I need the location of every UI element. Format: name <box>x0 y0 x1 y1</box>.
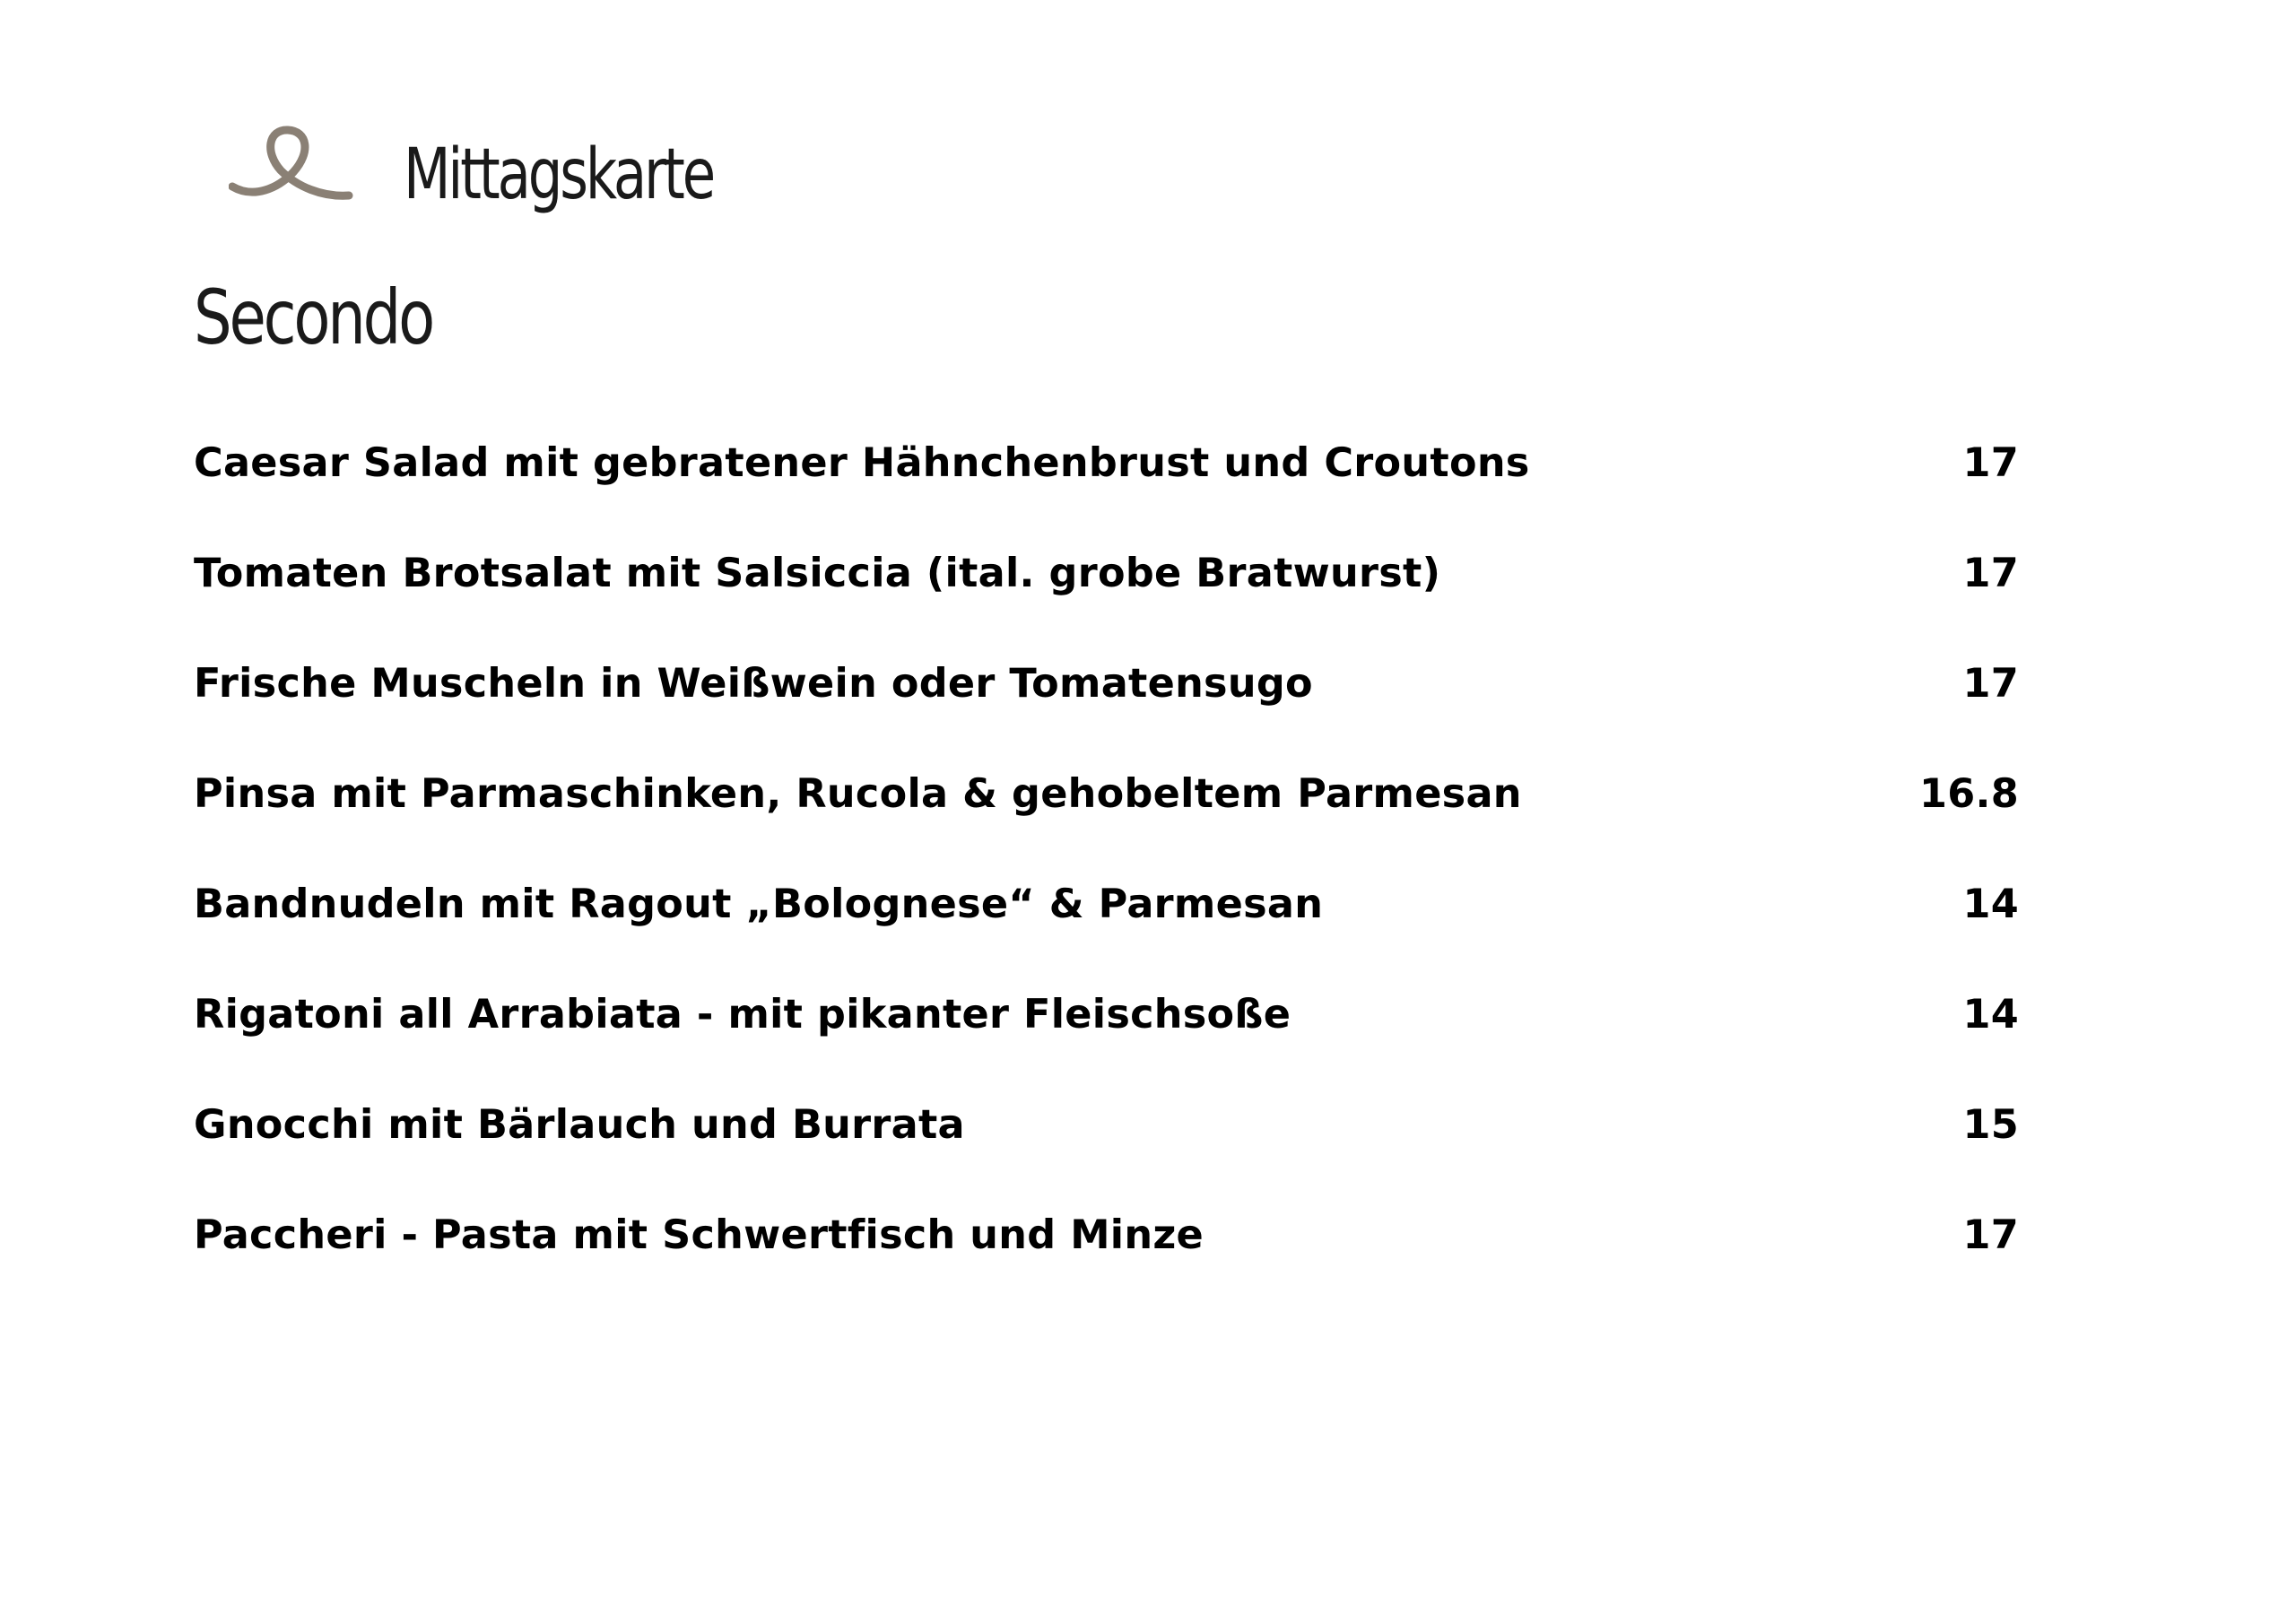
ribbon-loop-icon <box>229 126 354 211</box>
section-title: Secondo <box>194 274 433 361</box>
menu-item-price: 14 <box>1962 881 2019 927</box>
menu-item-name: Gnocchi mit Bärlauch und Burrata <box>194 1102 965 1148</box>
menu-item-name: Bandnudeln mit Ragout „Bolognese“ & Parmesan <box>194 881 1324 927</box>
menu-item-price: 17 <box>1962 551 2019 596</box>
menu-item-name: Pinsa mit Parmaschinken, Rucola & gehobeltem Parmesan <box>194 771 1522 817</box>
menu-item-price: 17 <box>1962 661 2019 707</box>
menu-item-name: Rigatoni all Arrabiata - mit pikanter Fleischsoße <box>194 992 1292 1038</box>
page-title: Mittagskarte <box>404 135 714 215</box>
menu-item <box>194 518 2019 629</box>
menu-item <box>194 1070 2019 1180</box>
menu-item <box>194 849 2019 960</box>
menu-item-price: 16.8 <box>1919 771 2019 817</box>
menu-item <box>194 1180 2019 1290</box>
menu-item-price: 14 <box>1962 992 2019 1038</box>
menu-item-name: Paccheri - Pasta mit Schwertfisch und Minze <box>194 1212 1205 1258</box>
menu-item <box>194 739 2019 849</box>
menu-item <box>194 408 2019 518</box>
menu-item-name: Frische Muscheln in Weißwein oder Tomatensugo <box>194 661 1313 707</box>
menu-item <box>194 960 2019 1070</box>
menu-item-name: Tomaten Brotsalat mit Salsiccia (ital. grobe Bratwurst) <box>194 551 1441 596</box>
menu-item <box>194 629 2019 739</box>
menu-item-price: 15 <box>1962 1102 2019 1148</box>
menu-item-price: 17 <box>1962 440 2019 486</box>
menu-list <box>194 408 2019 1290</box>
menu-item-name: Caesar Salad mit gebratener Hähnchenbrust und Croutons <box>194 440 1530 486</box>
menu-item-price: 17 <box>1962 1212 2019 1258</box>
